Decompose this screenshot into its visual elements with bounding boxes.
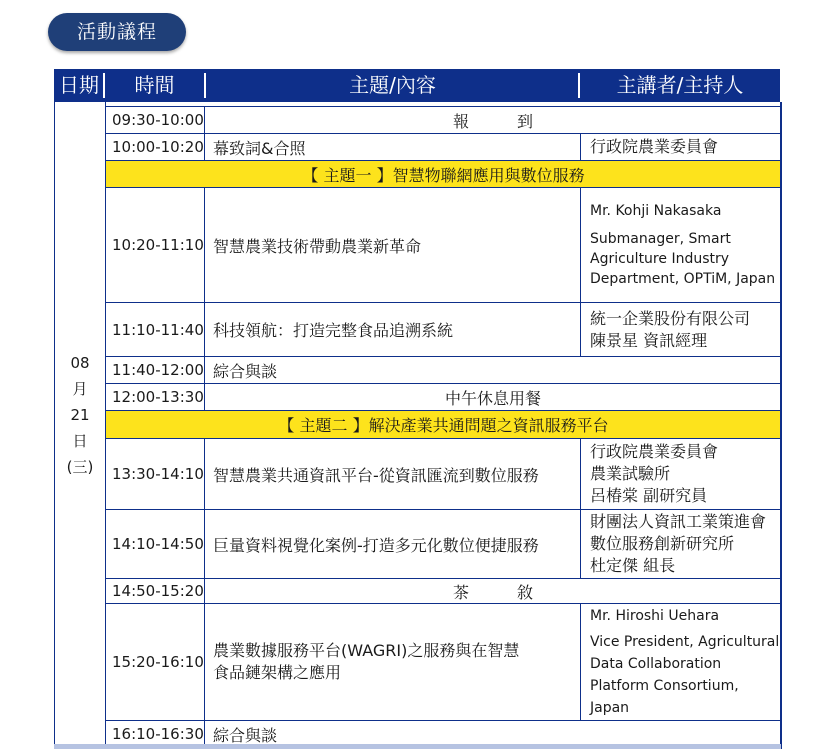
topic-cell: 巨量資料視覺化案例-打造多元化數位便捷服務 [205, 510, 581, 578]
header-date: 日期 [59, 73, 99, 97]
time-cell: 09:30-10:00 [106, 107, 205, 133]
time-cell: 14:50-15:20 [106, 579, 205, 603]
speaker-name: Mr. Hiroshi Uehara [590, 608, 720, 624]
banner-text: 【 主題二 】解決產業共通問題之資訊服務平台 [278, 416, 609, 435]
topic-cell: 茶 敘 [452, 582, 533, 602]
table-row [106, 579, 781, 604]
time-cell: 12:00-13:30 [106, 384, 205, 410]
table-header [54, 69, 780, 102]
header-time: 時間 [134, 73, 175, 97]
date-weekday: (三) [66, 458, 94, 476]
section-title: 活動議程 [48, 13, 186, 51]
speaker-name: 呂椿棠 副研究員 [590, 486, 708, 505]
speaker-title: Submanager, Smart Agriculture Industry Department, OPTiM, Japan [590, 231, 776, 287]
topic-cell: 智慧農業共通資訊平台-從資訊匯流到數位服務 [205, 439, 581, 509]
speaker-cell [581, 604, 781, 720]
date-cell [55, 350, 105, 480]
time-cell: 10:00-10:20 [106, 134, 205, 160]
topic-line: 食品鏈架構之應用 [213, 663, 342, 682]
topic-cell [205, 604, 581, 720]
table-row [106, 106, 781, 134]
time-cell: 15:20-16:10 [106, 604, 205, 720]
speaker-dept: 農業試驗所 [590, 464, 671, 483]
speaker-name: 陳景星 資訊經理 [590, 330, 708, 350]
table-row [106, 134, 781, 161]
time-cell: 10:20-11:10 [106, 188, 205, 302]
speaker-cell [581, 188, 781, 302]
table-row [106, 303, 781, 357]
table-row [106, 384, 781, 411]
topic-cell: 綜合與談 [213, 361, 278, 381]
date-day-number: 21 [70, 406, 90, 424]
time-cell: 11:40-12:00 [106, 357, 205, 383]
speaker-org: 財團法人資訊工業策進會 [590, 512, 767, 531]
speaker-org: 統一企業股份有限公司 [590, 308, 751, 328]
theme-banner [106, 411, 781, 439]
speaker-title: Vice President, Agricultural Data Collaboration Platform Consortium, Japan [590, 634, 780, 716]
speaker-cell: 行政院農業委員會 [590, 137, 719, 156]
topic-cell: 智慧農業技術帶動農業新革命 [205, 188, 581, 302]
time-cell: 14:10-14:50 [106, 510, 205, 578]
table-row [106, 604, 781, 721]
table-row [106, 510, 781, 579]
header-speaker: 主講者/主持人 [616, 73, 744, 97]
table-row [106, 188, 781, 303]
topic-cell: 幕致詞&合照 [205, 134, 581, 160]
speaker-cell [581, 439, 781, 509]
speaker-dept: 數位服務創新研究所 [590, 534, 735, 553]
topic-cell: 綜合與談 [213, 725, 278, 745]
table-row [106, 439, 781, 510]
time-cell: 16:10-16:30 [106, 721, 205, 747]
speaker-cell [581, 303, 781, 356]
header-topic: 主題/內容 [349, 73, 436, 97]
table-bottom-strip [54, 744, 781, 749]
theme-banner [106, 161, 781, 188]
table-row [106, 357, 781, 384]
topic-cell: 中午休息用餐 [444, 388, 541, 408]
speaker-name: 杜定傑 組長 [590, 556, 676, 575]
date-month-label: 月 [72, 380, 88, 398]
topic-cell: 科技領航：打造完整食品追溯系統 [205, 303, 581, 356]
date-month-number: 08 [70, 354, 90, 372]
topic-line: 農業數據服務平台(WAGRI)之服務與在智慧 [213, 641, 520, 660]
speaker-org: 行政院農業委員會 [590, 442, 719, 461]
speaker-name: Mr. Kohji Nakasaka [590, 203, 722, 219]
agenda-table [54, 102, 781, 749]
banner-text: 【 主題一 】智慧物聯網應用與數位服務 [302, 165, 585, 185]
topic-cell: 報 到 [452, 111, 533, 131]
time-cell: 11:10-11:40 [106, 303, 205, 356]
date-column [55, 102, 106, 749]
time-cell: 13:30-14:10 [106, 439, 205, 509]
speaker-cell [581, 510, 781, 578]
date-day-label: 日 [72, 432, 88, 450]
table-right-border [780, 102, 782, 749]
